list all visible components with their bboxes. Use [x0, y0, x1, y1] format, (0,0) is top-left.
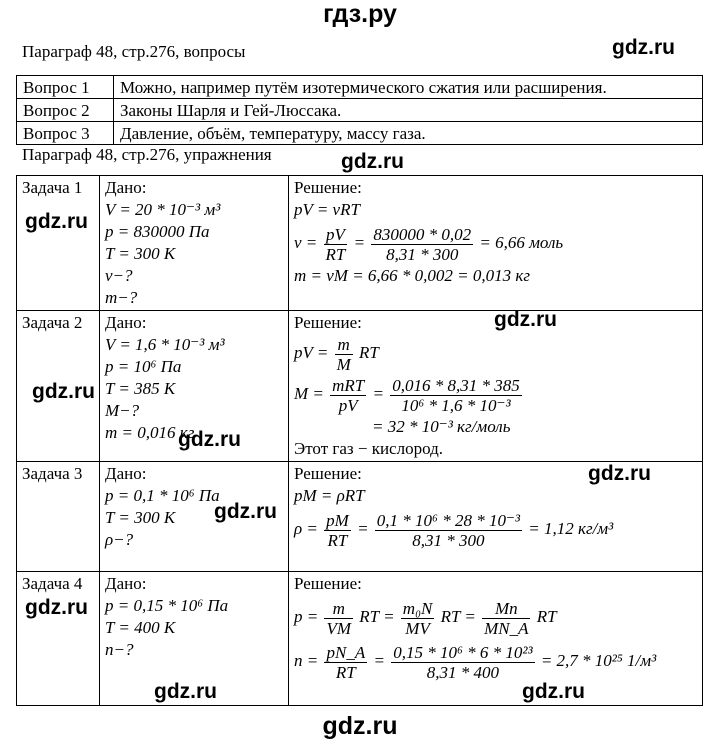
question-answer: Можно, например путём изотермического сжатия или расширения. [114, 76, 703, 99]
formula-line: n = $\frac{pN\_A}{RT}$ = $\frac{\text{0,15 * 10⁶ * 6 * 10²³}}{8,31 * 400}$ = 2,7 * 10²⁵ 1/м³ [294, 642, 657, 682]
fraction: $\frac{pV}{RT}$ [325, 224, 346, 264]
questions-caption: Параграф 48, стр.276, вопросы [22, 42, 246, 61]
question-label: Вопрос 2 [17, 99, 114, 122]
fraction: $\frac{\text{mRT}}{pV}$ [332, 375, 365, 415]
table-row [17, 311, 703, 462]
watermark: gdz.ru [494, 308, 557, 331]
fraction: $\frac{\text{m₀N}}{MV}$ [402, 598, 433, 638]
fraction: $\frac{pM}{RT}$ [326, 510, 349, 550]
formula-line: pV = $\frac{m}{M}$ RT [294, 334, 379, 374]
exercises-caption: Параграф 48, стр.276, упражнения [22, 145, 272, 164]
task-solution [289, 311, 703, 462]
fraction: $\frac{m}{VM}$ [326, 598, 352, 638]
task-label: Задача 3 [17, 462, 100, 572]
given-line: T = 300 K [105, 244, 176, 263]
formula-line: pM = ρRT [294, 486, 365, 505]
given-line: p = 0,15 * 10⁶ Па [105, 596, 229, 615]
solution-label: Решение: [294, 313, 362, 332]
watermark: gdz.ru [178, 428, 241, 451]
watermark: gdz.ru [522, 680, 585, 703]
given-line: m = 0,016 кг [105, 423, 195, 442]
fraction: $\frac{Mn}{MN\_A}$ [484, 598, 529, 638]
conclusion-text: Этот газ − кислород. [294, 439, 443, 458]
question-label: Вопрос 3 [17, 122, 114, 145]
exercises-table [16, 175, 703, 706]
table-row [17, 99, 703, 122]
given-label: Дано: [105, 313, 147, 332]
table-row [17, 76, 703, 99]
fraction: $\frac{pN\_A}{RT}$ [326, 642, 366, 682]
question-label: Вопрос 1 [17, 76, 114, 99]
table-row [17, 572, 703, 706]
given-line: n−? [105, 640, 134, 659]
given-line: V = 1,6 * 10⁻³ м³ [105, 335, 225, 354]
formula-line: = 32 * 10⁻³ кг/моль [372, 417, 511, 436]
solution-label: Решение: [294, 178, 362, 197]
given-line: T = 300 K [105, 508, 176, 527]
watermark: gdz.ru [341, 150, 404, 173]
watermark: gdz.ru [32, 380, 95, 403]
formula-line: M = $\frac{\text{mRT}}{pV}$ = $\frac{0,016 * 8,31 * 385}{\text{10⁶ * 1,6 * 10⁻³}}$ [294, 375, 520, 415]
task-label: Задача 1 [17, 176, 100, 311]
given-line: ν−? [105, 266, 133, 285]
fraction: $\frac{0,016 * 8,31 * 385}{\text{10⁶ * 1,6 * 10⁻³}}$ [392, 375, 520, 415]
given-line: V = 20 * 10⁻³ м³ [105, 200, 221, 219]
task-label: Задача 4 [17, 572, 100, 706]
given-label: Дано: [105, 574, 147, 593]
fraction: $\frac{\text{0,1 * 10⁶ * 28 * 10⁻³}}{8,31 * 300}$ [376, 510, 521, 550]
watermark: gdz.ru [25, 596, 88, 619]
questions-table [16, 75, 703, 145]
question-answer: Законы Шарля и Гей-Люссака. [114, 99, 703, 122]
formula-line: ρ = $\frac{pM}{RT}$ = $\frac{\text{0,1 * 10⁶ * 28 * 10⁻³}}{8,31 * 300}$ = 1,12 кг/м³ [294, 510, 614, 550]
solution-label: Решение: [294, 574, 362, 593]
question-answer: Давление, объём, температуру, массу газа. [114, 122, 703, 145]
task-label: Задача 2 [17, 311, 100, 462]
site-title[interactable]: гдз.ру [323, 0, 397, 28]
watermark: gdz.ru [214, 500, 277, 523]
watermark: gdz.ru [154, 680, 217, 703]
watermark: gdz.ru [25, 210, 88, 233]
fraction: $\frac{m}{M}$ [336, 334, 351, 374]
given-line: ρ−? [105, 530, 134, 549]
given-label: Дано: [105, 178, 147, 197]
table-row [17, 176, 703, 311]
given-line: p = 10⁶ Па [105, 357, 182, 376]
given-line: T = 400 K [105, 618, 176, 637]
formula-line: pV = νRT [294, 200, 360, 219]
given-label: Дано: [105, 464, 147, 483]
solution-label: Решение: [294, 464, 362, 483]
fraction: $\frac{\text{0,15 * 10⁶ * 6 * 10²³}}{8,31 * 400}$ [393, 642, 533, 682]
site-footer[interactable]: gdz.ru [322, 712, 398, 740]
table-row [17, 122, 703, 145]
given-line: M−? [105, 401, 140, 420]
given-line: p = 0,1 * 10⁶ Па [105, 486, 220, 505]
fraction: $\frac{830000 * 0,02}{8,31 * 300}$ [373, 224, 472, 264]
given-line: T = 385 K [105, 379, 176, 398]
formula-line: ν = $\frac{pV}{RT}$ = $\frac{830000 * 0,02}{8,31 * 300}$ = 6,66 моль [294, 224, 564, 264]
given-line: m−? [105, 288, 138, 307]
task-solution [289, 176, 703, 311]
formula-line: m = νM = 6,66 * 0,002 = 0,013 кг [294, 266, 530, 285]
task-given [100, 176, 289, 311]
given-line: p = 830000 Па [105, 222, 210, 241]
task-solution [289, 572, 703, 706]
watermark: gdz.ru [588, 462, 651, 485]
formula-line: p = $\frac{m}{VM}$ RT = $\frac{\text{m₀N}}{MV}$ RT = $\frac{Mn}{MN\_A}$ RT [294, 598, 557, 638]
watermark: gdz.ru [612, 36, 675, 59]
